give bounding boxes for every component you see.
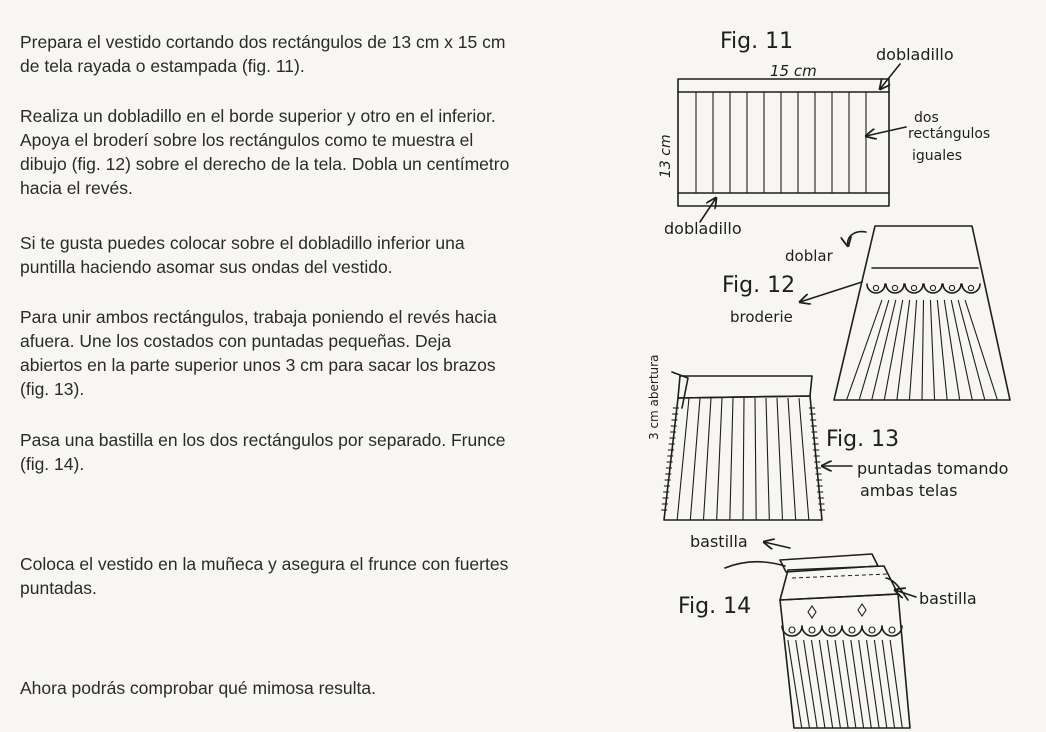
fig13-top-hem: [678, 376, 812, 398]
lace-motif: [858, 604, 866, 616]
fig11-height-label: 13 cm: [658, 134, 674, 178]
paragraph-line: Para unir ambos rectángulos, trabaja poniendo el revés hacia: [20, 307, 497, 327]
fig14-top-arrow: [764, 542, 790, 548]
figure-11: [658, 29, 990, 238]
paragraph-line: hacia el revés.: [20, 178, 133, 198]
fig13-title: Fig. 13: [826, 427, 900, 452]
paragraph-line: Apoya el broderí sobre los rectángulos como te muestra el: [20, 130, 474, 150]
lace-eyelet: [789, 627, 795, 633]
paragraph-line: Prepara el vestido cortando dos rectángulos de 13 cm x 15 cm: [20, 32, 506, 52]
pleat-line: [811, 640, 824, 728]
pleat-line: [677, 398, 689, 520]
paragraph-line: puntadas.: [20, 578, 97, 598]
paragraph-line: puntilla haciendo asomar sus ondas del vestido.: [20, 257, 393, 277]
pleat-line: [890, 640, 902, 728]
lace-eyelet: [869, 627, 875, 633]
fig11-hem-bottom-label: dobladillo: [664, 219, 742, 238]
fig14-title: Fig. 14: [678, 594, 752, 619]
fig12-fold-arrow: [848, 232, 866, 246]
fig11-note-line-1: dos: [914, 110, 939, 126]
fig11-width-label: 15 cm: [770, 62, 817, 80]
fig13-stitch-line-2: ambas telas: [860, 481, 958, 500]
pleat-line: [851, 640, 864, 728]
pleat-line: [704, 398, 712, 520]
paragraph-line: afuera. Une los costados con puntadas pequeñas. Deja: [20, 331, 451, 351]
fig14-side-label: bastilla: [919, 589, 977, 608]
pleat-line: [874, 640, 886, 728]
fig14-broderie-lace: [782, 604, 902, 636]
paragraph-line: de tela rayada o estampada (fig. 11).: [20, 56, 305, 76]
fig11-fabric-rectangle: [678, 79, 889, 206]
pleat-line: [847, 300, 882, 400]
pleat-line: [882, 640, 894, 728]
fig13-stitch-line-1: puntadas tomando: [857, 459, 1009, 478]
paragraph-line: Coloca el vestido en la muñeca y asegura el frunce con fuertes: [20, 554, 509, 574]
pleat-line: [897, 300, 910, 400]
fig12-pleats: [847, 300, 998, 400]
fig12-broderie-arrow: [800, 282, 862, 302]
paragraph-line: Pasa una bastilla en los dos rectángulos por separado. Frunce: [20, 430, 506, 450]
fig11-hem-top-arrow: [880, 64, 900, 89]
fig12-broderie-lace: [867, 268, 980, 293]
pleat-line: [843, 640, 856, 728]
pleat-line: [859, 300, 889, 400]
paragraph-line: abiertos en la parte superior unos 3 cm para sacar los brazos: [20, 355, 496, 375]
lace-eyelet: [829, 627, 835, 633]
pleat-line: [804, 640, 818, 728]
pleat-line: [755, 398, 756, 520]
lace-eyelet: [809, 627, 815, 633]
pleat-line: [766, 398, 769, 520]
pleat-line: [930, 300, 934, 400]
fig12-fold-label: doblar: [785, 247, 833, 265]
lace-eyelet: [911, 285, 916, 290]
lace-eyelet: [949, 285, 954, 290]
pleat-line: [777, 398, 783, 520]
figure-14: [678, 532, 977, 728]
fig11-stripes: [696, 92, 866, 193]
pleat-line: [944, 300, 959, 400]
lace-eyelet: [968, 285, 973, 290]
paragraph-line: dibujo (fig. 12) sobre el derecho de la tela. Dobla un centímetro: [20, 154, 510, 174]
lace-eyelet: [849, 627, 855, 633]
pleat-line: [788, 398, 796, 520]
pleat-line: [909, 300, 916, 400]
fig13-pleats: [677, 398, 809, 520]
pleat-line: [872, 300, 896, 400]
lace-eyelet: [889, 627, 895, 633]
pleat-line: [799, 398, 809, 520]
paragraph-line: Ahora podrás comprobar qué mimosa resulta.: [20, 678, 377, 698]
pleat-line: [835, 640, 848, 728]
figure-12: [722, 226, 1010, 400]
fig14-thread-right: [886, 578, 908, 600]
lace-eyelet: [930, 285, 935, 290]
fig11-hem-top-label: dobladillo: [876, 45, 954, 64]
pleat-line: [730, 398, 733, 520]
figure-13: [647, 355, 1008, 520]
paragraph-line: (fig. 13).: [20, 379, 85, 399]
pleat-line: [819, 640, 832, 728]
pleat-line: [937, 300, 947, 400]
fig14-pleats: [788, 640, 902, 728]
fig13-opening-label: 3 cm abertura: [647, 354, 661, 440]
lace-eyelet: [873, 285, 878, 290]
pleat-line: [867, 640, 880, 728]
pleat-line: [690, 398, 700, 520]
fig11-title: Fig. 11: [720, 29, 794, 54]
pleat-line: [717, 398, 722, 520]
paragraph-line: Si te gusta puedes colocar sobre el dobladillo inferior una: [20, 233, 465, 253]
lace-motif: [808, 606, 816, 618]
pleat-line: [884, 300, 902, 400]
fig11-note-line-3: iguales: [912, 148, 963, 164]
paragraph-line: Realiza un dobladillo en el borde superior y otro en el inferior.: [20, 106, 496, 126]
paragraph-line: (fig. 14).: [20, 454, 85, 474]
fig12-broderie-label: broderie: [730, 308, 793, 326]
fig14-thread-left: [725, 562, 785, 568]
pleat-line: [796, 640, 810, 728]
fig14-top-label: bastilla: [690, 532, 748, 551]
pleat-line: [827, 640, 840, 728]
pleat-line: [922, 300, 924, 400]
fig12-title: Fig. 12: [722, 273, 796, 298]
pleat-line: [743, 398, 744, 520]
lace-eyelet: [892, 285, 897, 290]
fig14-basting-line: [792, 574, 888, 578]
fig11-note-arrow: [866, 127, 906, 136]
pleat-line: [859, 640, 872, 728]
fig11-note-line-2: rectángulos: [908, 126, 991, 142]
